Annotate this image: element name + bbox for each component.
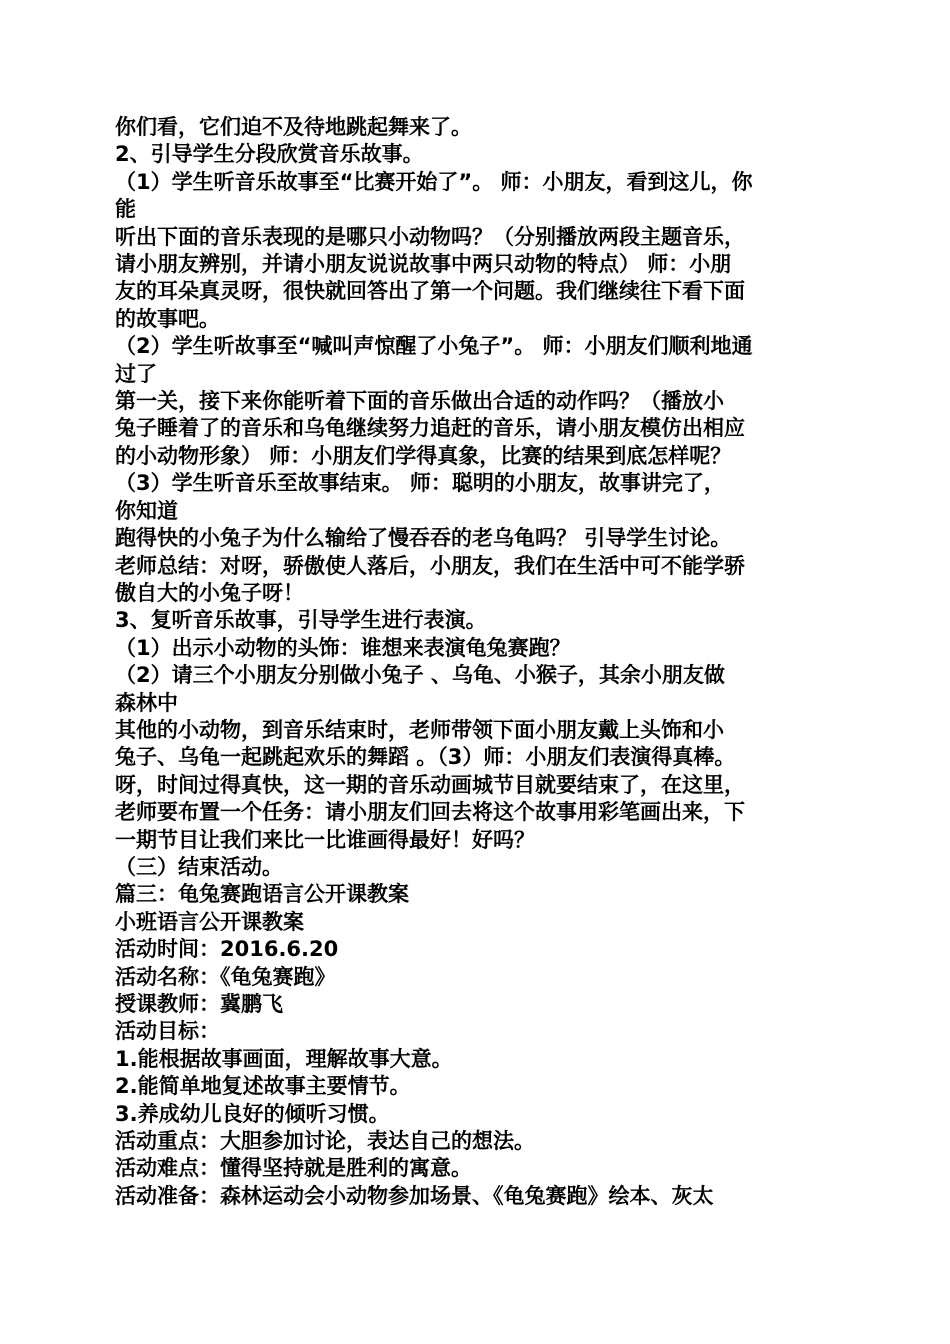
- text-line: 友的耳朵真灵呀，很快就回答出了第一个问题。我们继续往下看下面: [115, 279, 745, 304]
- activity-preparation: 活动准备：森林运动会小动物参加场景、《龟兔赛跑》绘本、灰太: [115, 1183, 714, 1208]
- text-line: 听出下面的音乐表现的是哪只小动物吗？（分别播放两段主题音乐，: [115, 224, 745, 249]
- text-line: （三）结束活动。: [115, 854, 283, 879]
- text-line: 一期节目让我们来比一比谁画得最好！好吗？: [115, 827, 535, 852]
- text-line: 3、复听音乐故事，引导学生进行表演。: [115, 608, 487, 633]
- text-line: 请小朋友辨别，并请小朋友说说故事中两只动物的特点） 师：小朋: [115, 252, 732, 277]
- text-line: 傲自大的小兔子呀！: [115, 580, 304, 605]
- goal-item: 1.能根据故事画面，理解故事大意。: [115, 1046, 453, 1071]
- text-line: 兔子睡着了的音乐和乌龟继续努力追赶的音乐，请小朋友模仿出相应: [115, 416, 745, 441]
- text-line: 其他的小动物，到音乐结束时，老师带领下面小朋友戴上头饰和小: [115, 717, 724, 742]
- text-line: （2）请三个小朋友分别做小兔子 、乌龟、小猴子，其余小朋友做: [115, 663, 725, 688]
- activity-goals-label: 活动目标：: [115, 1019, 220, 1044]
- text-line: 你们看，它们迫不及待地跳起舞来了。: [115, 115, 472, 139]
- text-line: 能: [115, 197, 136, 222]
- section-heading: 篇三：龟兔赛跑语言公开课教案: [115, 882, 409, 907]
- teacher-name: 授课教师：冀鹏飞: [115, 992, 283, 1016]
- text-line: 过了: [115, 361, 157, 386]
- text-line: （2）学生听故事至“喊叫声惊醒了小兔子”。 师：小朋友们顺利地通: [115, 334, 753, 359]
- goal-item: 2.能简单地复述故事主要情节。: [115, 1074, 411, 1099]
- text-line: （1）学生听音乐故事至“比赛开始了”。 师：小朋友，看到这儿，你: [115, 169, 753, 194]
- lesson-title: 小班语言公开课教案: [115, 909, 304, 934]
- text-line: 森林中: [115, 690, 178, 715]
- text-line: 兔子、乌龟一起跳起欢乐的舞蹈 。（3）师：小朋友们表演得真棒。: [115, 745, 736, 770]
- text-line: 老师要布置一个任务：请小朋友们回去将这个故事用彩笔画出来，下: [115, 800, 745, 825]
- activity-name: 活动名称：《龟兔赛跑》: [115, 964, 336, 989]
- text-line: 的故事吧。: [115, 306, 220, 331]
- text-line: 2、引导学生分段欣赏音乐故事。: [115, 142, 424, 167]
- activity-difficulty: 活动难点：懂得坚持就是胜利的寓意。: [115, 1156, 472, 1181]
- text-line: 的小动物形象） 师：小朋友们学得真象，比赛的结果到底怎样呢？: [115, 443, 732, 468]
- text-line: 第一关，接下来你能听着下面的音乐做出合适的动作吗？（播放小: [115, 389, 724, 414]
- activity-time: 活动时间：2016.6.20: [115, 937, 339, 962]
- text-line: （3）学生听音乐至故事结束。 师：聪明的小朋友，故事讲完了，: [115, 471, 725, 496]
- text-line: 老师总结：对呀，骄傲使人落后，小朋友，我们在生活中可不能学骄: [115, 553, 745, 578]
- text-line: 跑得快的小兔子为什么输给了慢吞吞的老乌龟吗？ 引导学生讨论。: [115, 526, 732, 551]
- activity-focus: 活动重点：大胆参加讨论，表达自己的想法。: [115, 1129, 535, 1154]
- goal-item: 3.养成幼儿良好的倾听习惯。: [115, 1101, 390, 1126]
- document-body: [115, 114, 845, 1210]
- text-line: （1）出示小动物的头饰：谁想来表演龟兔赛跑？: [115, 635, 571, 660]
- text-line: 呀，时间过得真快，这一期的音乐动画城节目就要结束了，在这里，: [115, 772, 745, 797]
- text-line: 你知道: [115, 498, 178, 523]
